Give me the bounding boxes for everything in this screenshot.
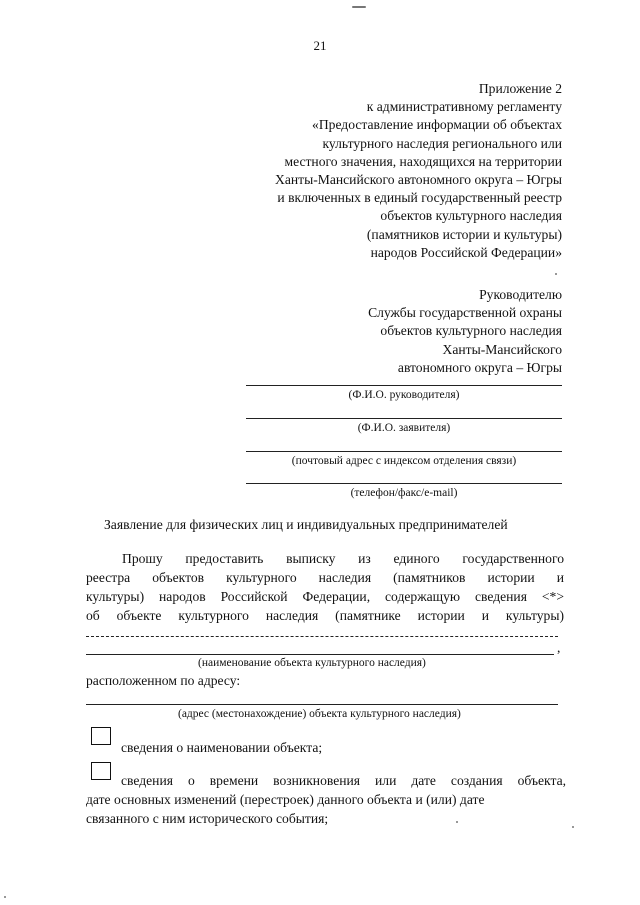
contacts-field[interactable]	[246, 483, 562, 484]
scan-speck	[352, 6, 366, 8]
applicant-name-caption: (Ф.И.О. заявителя)	[357, 422, 451, 434]
postal-address-caption: (почтовый адрес с индексом отделения связи)	[291, 455, 517, 467]
appendix-line: Ханты-Мансийского автономного округа – Югры	[275, 172, 562, 188]
addressee-block	[368, 286, 562, 377]
object-name-field[interactable]	[86, 636, 558, 637]
contacts-caption: (телефон/факс/e-mail)	[350, 487, 458, 499]
object-name-field-2[interactable]	[86, 654, 554, 655]
head-name-field[interactable]	[246, 385, 562, 386]
appendix-line: объектов культурного наследия	[380, 208, 562, 224]
head-name-caption: (Ф.И.О. руководителя)	[348, 389, 460, 401]
appendix-line: народов Российской Федерации»	[370, 244, 562, 260]
option-dates-label-line1: сведения о времени возникновения или дате создания объекта,	[121, 773, 566, 788]
located-at-label: расположенном по адресу:	[86, 673, 241, 688]
line-end-comma: ,	[557, 640, 561, 655]
appendix-line: (памятников истории и культуры)	[366, 226, 562, 242]
scan-speck	[456, 821, 458, 823]
appendix-line: и включенных в единый государственный реестр	[277, 190, 562, 206]
addressee-line: Руководителю	[479, 287, 562, 302]
option-dates-label-line2: дате основных изменений (перестроек) данного объекта и (или) дате	[86, 792, 485, 807]
request-line: Прошу предоставить выписку из единого государственного	[122, 551, 564, 566]
scan-speck	[555, 273, 557, 275]
request-line: культуры) народов Российской Федерации, содержащую сведения <*>	[86, 589, 564, 604]
appendix-line: культурного наследия регионального или	[322, 135, 562, 151]
postal-address-field[interactable]	[246, 451, 562, 452]
option-name-label: сведения о наименовании объекта;	[121, 740, 323, 755]
scan-speck	[572, 826, 574, 828]
scan-speck	[4, 896, 6, 898]
option-dates-label-line3: связанного с ним исторического события;	[86, 811, 329, 826]
option-dates-checkbox[interactable]	[91, 762, 111, 780]
addressee-line: автономного округа – Югры	[397, 359, 562, 375]
applicant-name-field[interactable]	[246, 418, 562, 419]
addressee-line: Службы государственной охраны	[368, 305, 562, 321]
addressee-line: Ханты-Мансийского	[442, 341, 562, 357]
request-paragraph	[86, 549, 564, 625]
appendix-line: «Предоставление информации об объектах	[312, 117, 562, 133]
object-address-field[interactable]	[86, 704, 558, 705]
addressee-line: объектов культурного наследия	[380, 323, 562, 339]
form-title: Заявление для физических лиц и индивидуальных предпринимателей	[104, 517, 508, 532]
appendix-header	[275, 80, 562, 262]
object-name-caption: (наименование объекта культурного наследия)	[198, 657, 426, 669]
option-name-checkbox[interactable]	[91, 727, 111, 745]
appendix-line: Приложение 2	[478, 81, 562, 96]
appendix-line: к административному регламенту	[366, 99, 562, 115]
page-number: 21	[313, 38, 327, 53]
object-address-caption: (адрес (местонахождение) объекта культурного наследия)	[178, 708, 461, 720]
appendix-line: местного значения, находящихся на территории	[284, 153, 562, 169]
request-line: об объекте культурного наследия (памятнике истории и культуры)	[86, 608, 564, 623]
request-line: реестра объектов культурного наследия (памятников истории и	[86, 570, 564, 585]
